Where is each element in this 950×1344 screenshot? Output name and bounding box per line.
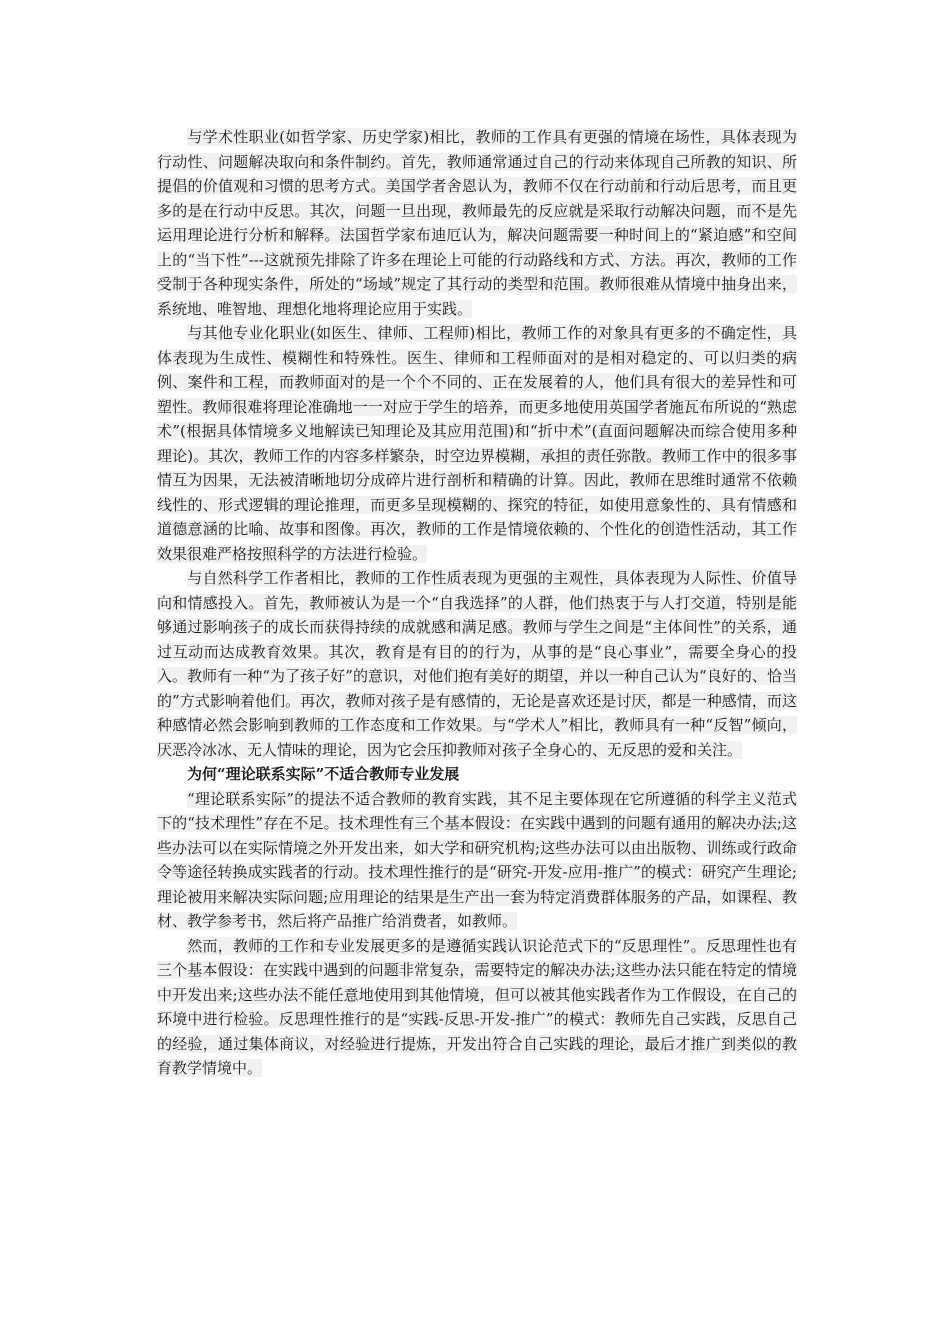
- section-heading-text: 为何“理论联系实际”不适合教师专业发展: [187, 765, 460, 783]
- paragraph-text: “理论联系实际”的提法不适合教师的教育实践，其不足主要体现在它所遵循的科学主义范式下的“技术理性”存在不足。技术理性有三个基本假设：在实践中遇到的问题有通用的解决办法;这些办法可以在实际情境之外开发出来，如大学和研究机构;这些办法可以由出版物、训练或行政命令等途径转换成实践者的行动。技术理性推行的是“研究-开发-应用-推广”的模式：研究产生理论;理论被用来解决实际问题;应用理论的结果是生产出一套为特定消费群体服务的产品，如课程、教材、教学参考书，然后将产品推广给消费者，如教师。: [157, 789, 797, 930]
- paragraph-text: 然而，教师的工作和专业发展更多的是遵循实践认识论范式下的“反思理性”。反思理性也有三个基本假设：在实践中遇到的问题非常复杂，需要特定的解决办法;这些办法只能在特定的情境中开发出来;这些办法不能任意地使用到其他情境，但可以被其他实践者作为工作假设，在自己的环境中进行检验。反思理性推行的是“实践-反思-开发-推广”的模式：教师先自己实践，反思自己的经验，通过集体商议，对经验进行提炼，开发出符合自己实践的理论，最后才推广到类似的教育教学情境中。: [157, 936, 797, 1077]
- paragraph-text: 与学术性职业(如哲学家、历史学家)相比，教师的工作具有更强的情境在场性，具体表现为行动性、问题解决取向和条件制约。首先，教师通常通过自己的行动来体现自己所教的知识、所提倡的价值观和习惯的思考方式。美国学者舍恩认为，教师不仅在行动前和行动后思考，而且更多的是在行动中反思。其次，问题一旦出现，教师最先的反应就是采取行动解决问题，而不是先运用理论进行分析和解释。法国哲学家布迪厄认为，解决问题需要一种时间上的“紧迫感”和空间上的“当下性”---这就预先排除了许多在理论上可能的行动路线和方式、方法。再次，教师的工作受制于各种现实条件，所处的“场域”规定了其行动的类型和范围。教师很难从情境中抽身出来，系统地、唯智地、理想化地将理论应用于实践。: [157, 128, 797, 318]
- paragraph-profession-comparison: [157, 321, 797, 566]
- paragraph-academic-comparison: [157, 125, 797, 321]
- paragraph-text: 与自然科学工作者相比，教师的工作性质表现为更强的主观性，具体表现为人际性、价值导向和情感投入。首先，教师被认为是一个“自我选择”的人群，他们热衷于与人打交道，特别是能够通过影响孩子的成长而获得持续的成就感和满足感。教师与学生之间是“主体间性”的关系，通过互动而达成教育效果。其次，教育是有目的的行为，从事的是“良心事业”，需要全身心的投入。教师有一种“为了孩子好”的意识，对他们抱有美好的期望，并以一种自己认为“良好的、恰当的”方式影响着他们。再次，教师对孩子是有感情的，无论是喜欢还是讨厌，都是一种感情，而这种感情必然会影响到教师的工作态度和工作效果。与“学术人”相比，教师具有一种“反智”倾向，厌恶冷冰冰、无人情味的理论，因为它会压抑教师对孩子全身心的、无反思的爱和关注。: [157, 569, 797, 759]
- paragraph-reflective-rationality: [157, 934, 797, 1081]
- section-heading: [157, 762, 797, 787]
- document-body: [157, 125, 797, 1081]
- paragraph-text: 与其他专业化职业(如医生、律师、工程师)相比，教师工作的对象具有更多的不确定性，具体表现为生成性、模糊性和特殊性。医生、律师和工程师面对的是相对稳定的、可以归类的病例、案件和工程，而教师面对的是一个个不同的、正在发展着的人，他们具有很大的差异性和可塑性。教师很难将理论准确地一一对应于学生的培养，而更多地使用英国学者施瓦布所说的“熟虑术”(根据具体情境多义地解读已知理论及其应用范围)和“折中术”(直面问题解决而综合使用多种理论)。其次，教师工作的内容多样繁杂，时空边界模糊，承担的责任弥散。教师工作中的很多事情互为因果，无法被清晰地切分成碎片进行剖析和精确的计算。因此，教师在思维时通常不依赖线性的、形式逻辑的理论推理，而更多呈现模糊的、探究的特征，如使用意象性的、具有情感和道德意涵的比喻、故事和图像。再次，教师的工作是情境依赖的、个性化的创造性活动，其工作效果很难严格按照科学的方法进行检验。: [157, 324, 797, 563]
- paragraph-technical-rationality: [157, 787, 797, 934]
- paragraph-science-comparison: [157, 566, 797, 762]
